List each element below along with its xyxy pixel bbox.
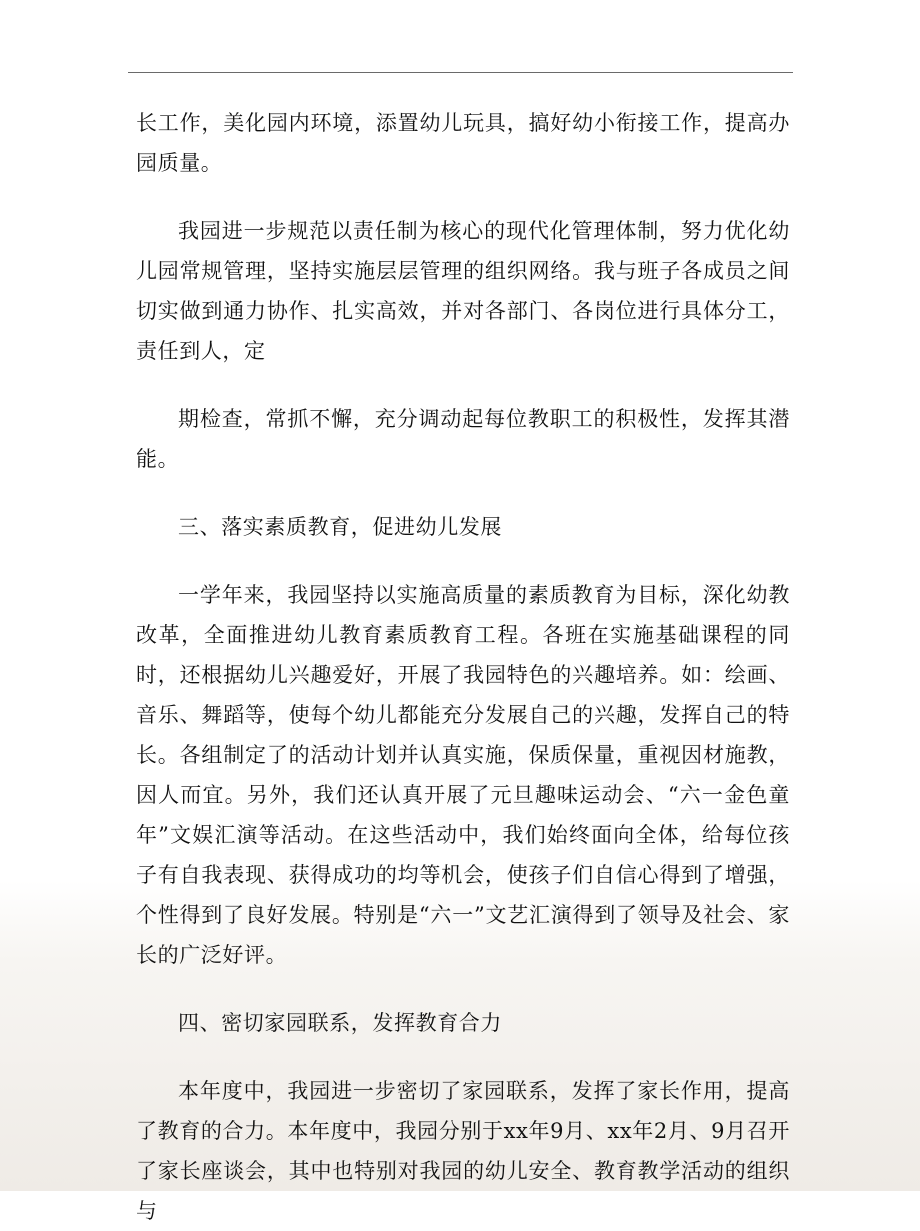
paragraph-management: 我园进一步规范以责任制为核心的现代化管理体制，努力优化幼儿园常规管理，坚持实施层层管理的组织网络。我与班子各成员之间切实做到通力协作、扎实高效，并对各部门、各岗位进行具体分工，责任到人，定 bbox=[136, 219, 790, 363]
section-heading-quality-education: 三、落实素质教育，促进幼儿发展 bbox=[178, 515, 502, 539]
document-body bbox=[136, 103, 790, 1231]
header-rule bbox=[128, 72, 793, 73]
paragraph-continuation: 长工作，美化园内环境，添置幼儿玩具，搞好幼小衔接工作，提高办园质量。 bbox=[136, 111, 790, 175]
paragraph-quality-education: 一学年来，我园坚持以实施高质量的素质教育为目标，深化幼教改革，全面推进幼儿教育素质教育工程。各班在实施基础课程的同时，还根据幼儿兴趣爱好，开展了我园特色的兴趣培养。如：绘画、音乐、舞蹈等，使每个幼儿都能充分发展自己的兴趣，发挥自己的特长。各组制定了的活动计划并认真实施，保质保量，重视因材施教，因人而宜。另外，我们还认真开展了元旦趣味运动会、“六一金色童年”文娱汇演等活动。在这些活动中，我们始终面向全体，给每位孩子有自我表现、获得成功的均等机会，使孩子们自信心得到了增强，个性得到了良好发展。特别是“六一”文艺汇演得到了领导及社会、家长的广泛好评。 bbox=[136, 583, 790, 967]
paragraph-inspection: 期检查，常抓不懈，充分调动起每位教职工的积极性，发挥其潜能。 bbox=[136, 407, 790, 471]
section-heading-home-school: 四、密切家园联系，发挥教育合力 bbox=[178, 1011, 502, 1035]
paragraph-home-school: 本年度中，我园进一步密切了家园联系，发挥了家长作用，提高了教育的合力。本年度中，我园分别于xx年9月、xx年2月、9月召开了家长座谈会，其中也特别对我园的幼儿安全、教育教学活动的组织与 bbox=[136, 1079, 790, 1223]
